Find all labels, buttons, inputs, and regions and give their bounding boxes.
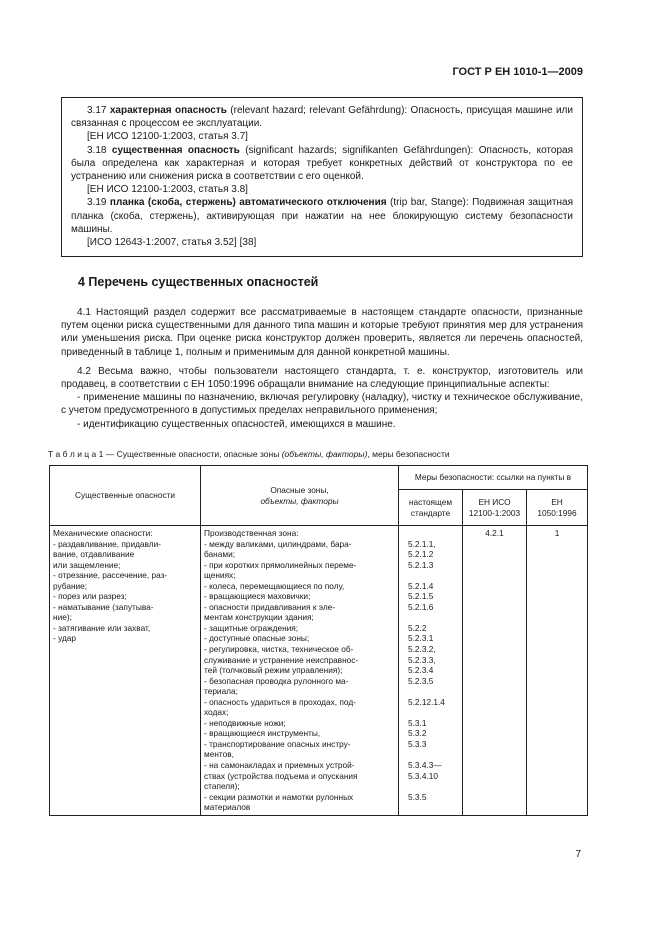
hazard-line: - порез или разрез; [53,591,127,602]
hazard-line: - затягивание или захват, [53,622,151,633]
cell-en-ref: 1 [527,526,588,816]
definition-reference: [ЕН ИСО 12100-1:2003, статья 3.8] [87,184,248,196]
zone-line: - транспортирование опасных инстру- [204,738,351,749]
header-line: 12100-1:2003 [468,507,521,518]
hazard-line: - раздавливание, придавли- [53,538,161,549]
clause-ref-line: 5.3.2 [408,728,427,739]
definition-number: 3.18 [87,144,107,156]
definition-number: 3.17 [87,105,107,116]
clause-ref-line [408,612,459,623]
header-line: ЕН ИСО [478,496,511,507]
zone-line: - защитные ограждения; [204,622,299,633]
clause-ref-line [408,570,459,581]
clause-ref-line: 5.2.3.5 [408,675,434,686]
zone-line: - вращающиеся маховички; [204,591,311,602]
document-header-id: ГОСТ Р ЕН 1010-1—2009 [452,66,583,78]
hazards-table [49,465,588,816]
clause-ref-line: 5.2.3.4 [408,665,434,676]
hazard-line: ние); [53,612,72,623]
zone-line: ходах; [204,707,229,718]
zone-line: ствах (устройства подъема и опускания [204,770,358,781]
zone-line: - опасности придавливания к эле- [204,601,336,612]
clause-ref-line [408,686,459,697]
clause-ref-line: 5.3.1 [408,717,427,728]
zone-line: - безопасная проводка рулонного ма- [204,675,349,686]
header-measures: Меры безопасности: ссылки на пункты в [399,466,588,490]
zone-line: - регулировка, чистка, техническое об- [204,644,354,655]
definition-text: (significant hazards; signifikanten Gefährdungen): Опасность, которая была определена как характерная и которая требует конкретных действий от конструктора по ее устранению или снижения риска в соответствии с его оценкой. [71,144,574,183]
hazard-line: - удар [53,633,77,644]
clause-ref-line: 5.2.1.1, [408,538,436,549]
zone-line: тей (толчковый режим управления); [204,665,343,676]
clause-ref-line: 5.2.2 [408,622,427,633]
definition-text: (trip bar, Stange): Подвижная защитная планка (скоба, стержень), активирующая при нажатии на нее блокирующую систему безопасности машины. [71,197,574,235]
clause-ref-line: 5.2.1.3 [408,559,434,570]
paragraph-4-1: 4.1 Настоящий раздел содержит все рассматриваемые в настоящем стандарте опасности, признанные путем оценки риска существенными для данного типа машин и которые требуют принятия мер для устранения или уменьшения риска. При оценке риска конструктор должен проверить, является ли перечень опасностей, приведенный в таблице 1, полным и применимым для данной конкретной машины. [61,307,583,358]
clause-ref-line: 5.2.1.5 [408,591,434,602]
hazard-line: Механические опасности: [53,528,153,538]
definition-3-18 [71,144,573,184]
zone-line: ментов, [204,749,234,760]
definition-term: характерная опасность [109,105,227,116]
clause-ref-line [408,528,459,539]
clause-ref-line: 5.2.3.2, [408,644,436,655]
zone-line: материалов [204,802,251,813]
hazard-line: - наматывание (запутыва- [53,601,154,612]
header-zones-line: объекты, факторы [260,495,339,506]
zone-line: - доступные опасные зоны; [204,633,310,644]
cell-zones [201,526,399,816]
header-en-iso [463,490,527,526]
zone-line: - опасность удариться в проходах, под- [204,696,356,707]
hazard-line: или защемление; [53,559,121,570]
clause-ref-line: 5.2.1.4 [408,580,434,591]
paragraph-4-2: 4.2 Весьма важно, чтобы пользователи настоящего стандарта, т. е. конструктор, изготовитель или продавец, в соответствии с ЕН 1050:1996 обращали внимание на следующие принципиальные аспекты: [61,365,583,391]
clause-ref-line: 5.2.12.1.4 [408,696,445,707]
clause-ref-line [408,749,459,760]
caption-text: Т а б л и ц а 1 — Существенные опасности, опасные зоны [48,449,282,459]
zone-line: териала; [204,686,238,697]
section-title: 4 Перечень существенных опасностей [78,275,319,289]
cell-en-iso-ref: 4.2.1 [463,526,527,816]
zone-line: - между валиками, цилиндрами, бара- [204,538,352,549]
caption-italic: (объекты, факторы) [281,449,368,459]
zone-line: - неподвижные ножи; [204,717,286,728]
header-line: настоящем [408,496,453,507]
zone-line: - колеса, перемещающиеся по полу, [204,580,345,591]
hazard-line: - отрезание, рассечение, раз- [53,570,168,581]
caption-text: , меры безопасности [367,449,450,459]
hazard-line: вание, отдавливание [53,549,135,560]
definition-reference: [ИСО 12643-1:2007, статья 3.52] [38] [87,237,257,249]
zone-line: стапеля); [204,781,240,792]
bullet-item: - идентификацию существенных опасностей, имеющихся в машине. [77,418,396,430]
header-hazards: Существенные опасности [50,466,201,526]
clause-ref-line: 5.2.1.6 [408,601,434,612]
zone-line: - секции размотки и намотки рулонных [204,791,354,802]
zone-line: - при коротких прямолинейных переме- [204,559,357,570]
definition-3-17 [71,104,573,130]
zone-line: Производственная зона: [204,528,299,538]
definitions-box [61,97,583,257]
clause-ref-line [408,781,459,792]
zone-line: ментам конструкции здания; [204,612,314,623]
clause-ref-line: 5.2.3.3, [408,654,436,665]
zone-line: - вращающиеся инструменты, [204,728,321,739]
header-zones [201,466,399,526]
clause-ref-line: 5.2.3.1 [408,633,434,644]
hazard-line: рубание; [53,580,88,591]
section-body [61,306,583,431]
header-zones-line: Опасные зоны, [270,484,329,495]
definition-reference: [ЕН ИСО 12100-1:2003, статья 3.7] [87,131,248,143]
header-line: 1050:1996 [537,507,577,518]
definition-3-19 [71,196,573,236]
clause-ref-line [408,707,459,718]
bullet-item: - применение машины по назначению, включая регулировку (наладку), чистку и техническое обслуживание, с учетом предусмотренного в допустимых пределах неправильного применения; [61,392,583,417]
zone-line: щениях; [204,570,236,581]
definition-term: существенная опасность [111,144,240,156]
clause-ref-line: 5.3.3 [408,738,427,749]
definition-term: планка (скоба, стержень) автоматического отключения [109,197,387,209]
table-caption [48,449,450,459]
header-this-standard [399,490,463,526]
definition-number: 3.19 [87,197,107,209]
zone-line: банами; [204,549,236,560]
zone-line: служивание и устранение неисправнос- [204,654,359,665]
clause-ref-line: 5.3.4.3— [408,760,442,771]
header-line: ЕН [551,496,563,507]
clause-ref-line: 5.3.5 [408,791,427,802]
zone-line: - на самонакладах и приемных устрой- [204,760,355,771]
clause-ref-line [408,802,459,813]
header-en [527,490,588,526]
cell-hazards [50,526,201,816]
clause-ref-line: 5.3.4.10 [408,770,438,781]
header-line: стандарте [410,507,451,518]
clause-ref-line: 5.2.1.2 [408,549,434,560]
cell-standard-refs [399,526,463,816]
definition-text: (relevant hazard; relevant Gefährdung): Опасность, присущая машине или связанная с процессом ее эксплуатации. [71,105,573,130]
page-number: 7 [575,849,581,860]
